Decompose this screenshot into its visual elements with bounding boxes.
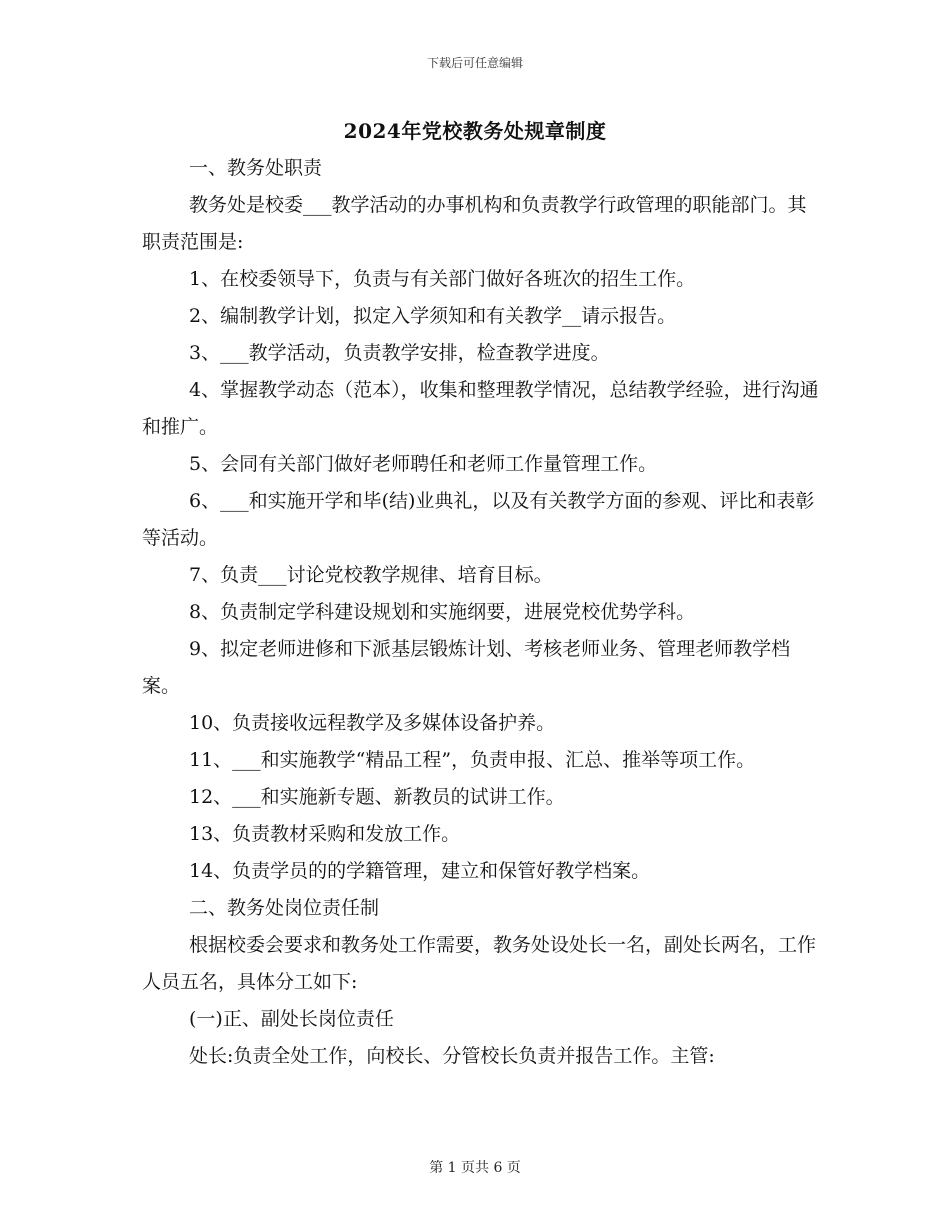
- document-title: 2024年党校教务处规章制度: [343, 119, 607, 143]
- page-number: 第 1 页共 6 页: [429, 1160, 521, 1176]
- list-item: 1、在校委领导下，负责与有关部门做好各班次的招生工作。: [189, 268, 696, 290]
- list-item: 13、负责教材采购和发放工作。: [189, 823, 461, 845]
- paragraph: 处长:负责全处工作，向校长、分管校长负责并报告工作。主管:: [189, 1045, 715, 1067]
- list-item: 10、负责接收远程教学及多媒体设备护养。: [189, 712, 556, 734]
- list-item: 11、___和实施教学“精品工程”，负责申报、汇总、推举等项工作。: [189, 749, 756, 771]
- list-item: 9、拟定老师进修和下派基层锻炼计划、考核老师业务、管理老师教学档案。: [142, 638, 791, 697]
- subsection-heading: (一)正、副处长岗位责任: [189, 1008, 394, 1030]
- list-item: 12、___和实施新专题、新教员的试讲工作。: [189, 786, 565, 808]
- section-heading: 一、教务处职责: [189, 157, 323, 179]
- list-item: 2、编制教学计划，拟定入学须知和有关教学__请示报告。: [189, 305, 677, 327]
- list-item: 14、负责学员的的学籍管理，建立和保管好教学档案。: [189, 860, 651, 882]
- list-item: 5、会同有关部门做好老师聘任和老师工作量管理工作。: [189, 453, 658, 475]
- paragraph: 教务处是校委___教学活动的办事机构和负责教学行政管理的职能部门。其职责范围是:: [142, 194, 807, 253]
- list-item: 3、___教学活动，负责教学安排，检查教学进度。: [189, 342, 610, 364]
- document-body: [142, 150, 822, 1075]
- paragraph: 根据校委会要求和教务处工作需要，教务处设处长一名，副处长两名，工作人员五名，具体分工如下:: [142, 934, 817, 993]
- section-heading: 二、教务处岗位责任制: [189, 897, 380, 919]
- list-item: 7、负责___讨论党校教学规律、培育目标。: [189, 564, 553, 586]
- list-item: 8、负责制定学科建设规划和实施纲要，进展党校优势学科。: [189, 601, 696, 623]
- header-note: 下载后可任意编辑: [426, 56, 523, 70]
- list-item: 4、掌握教学动态（范本），收集和整理教学情况，总结教学经验，进行沟通和推广。: [142, 379, 819, 438]
- list-item: 6、___和实施开学和毕(结)业典礼，以及有关教学方面的参观、评比和表彰等活动。: [142, 490, 815, 549]
